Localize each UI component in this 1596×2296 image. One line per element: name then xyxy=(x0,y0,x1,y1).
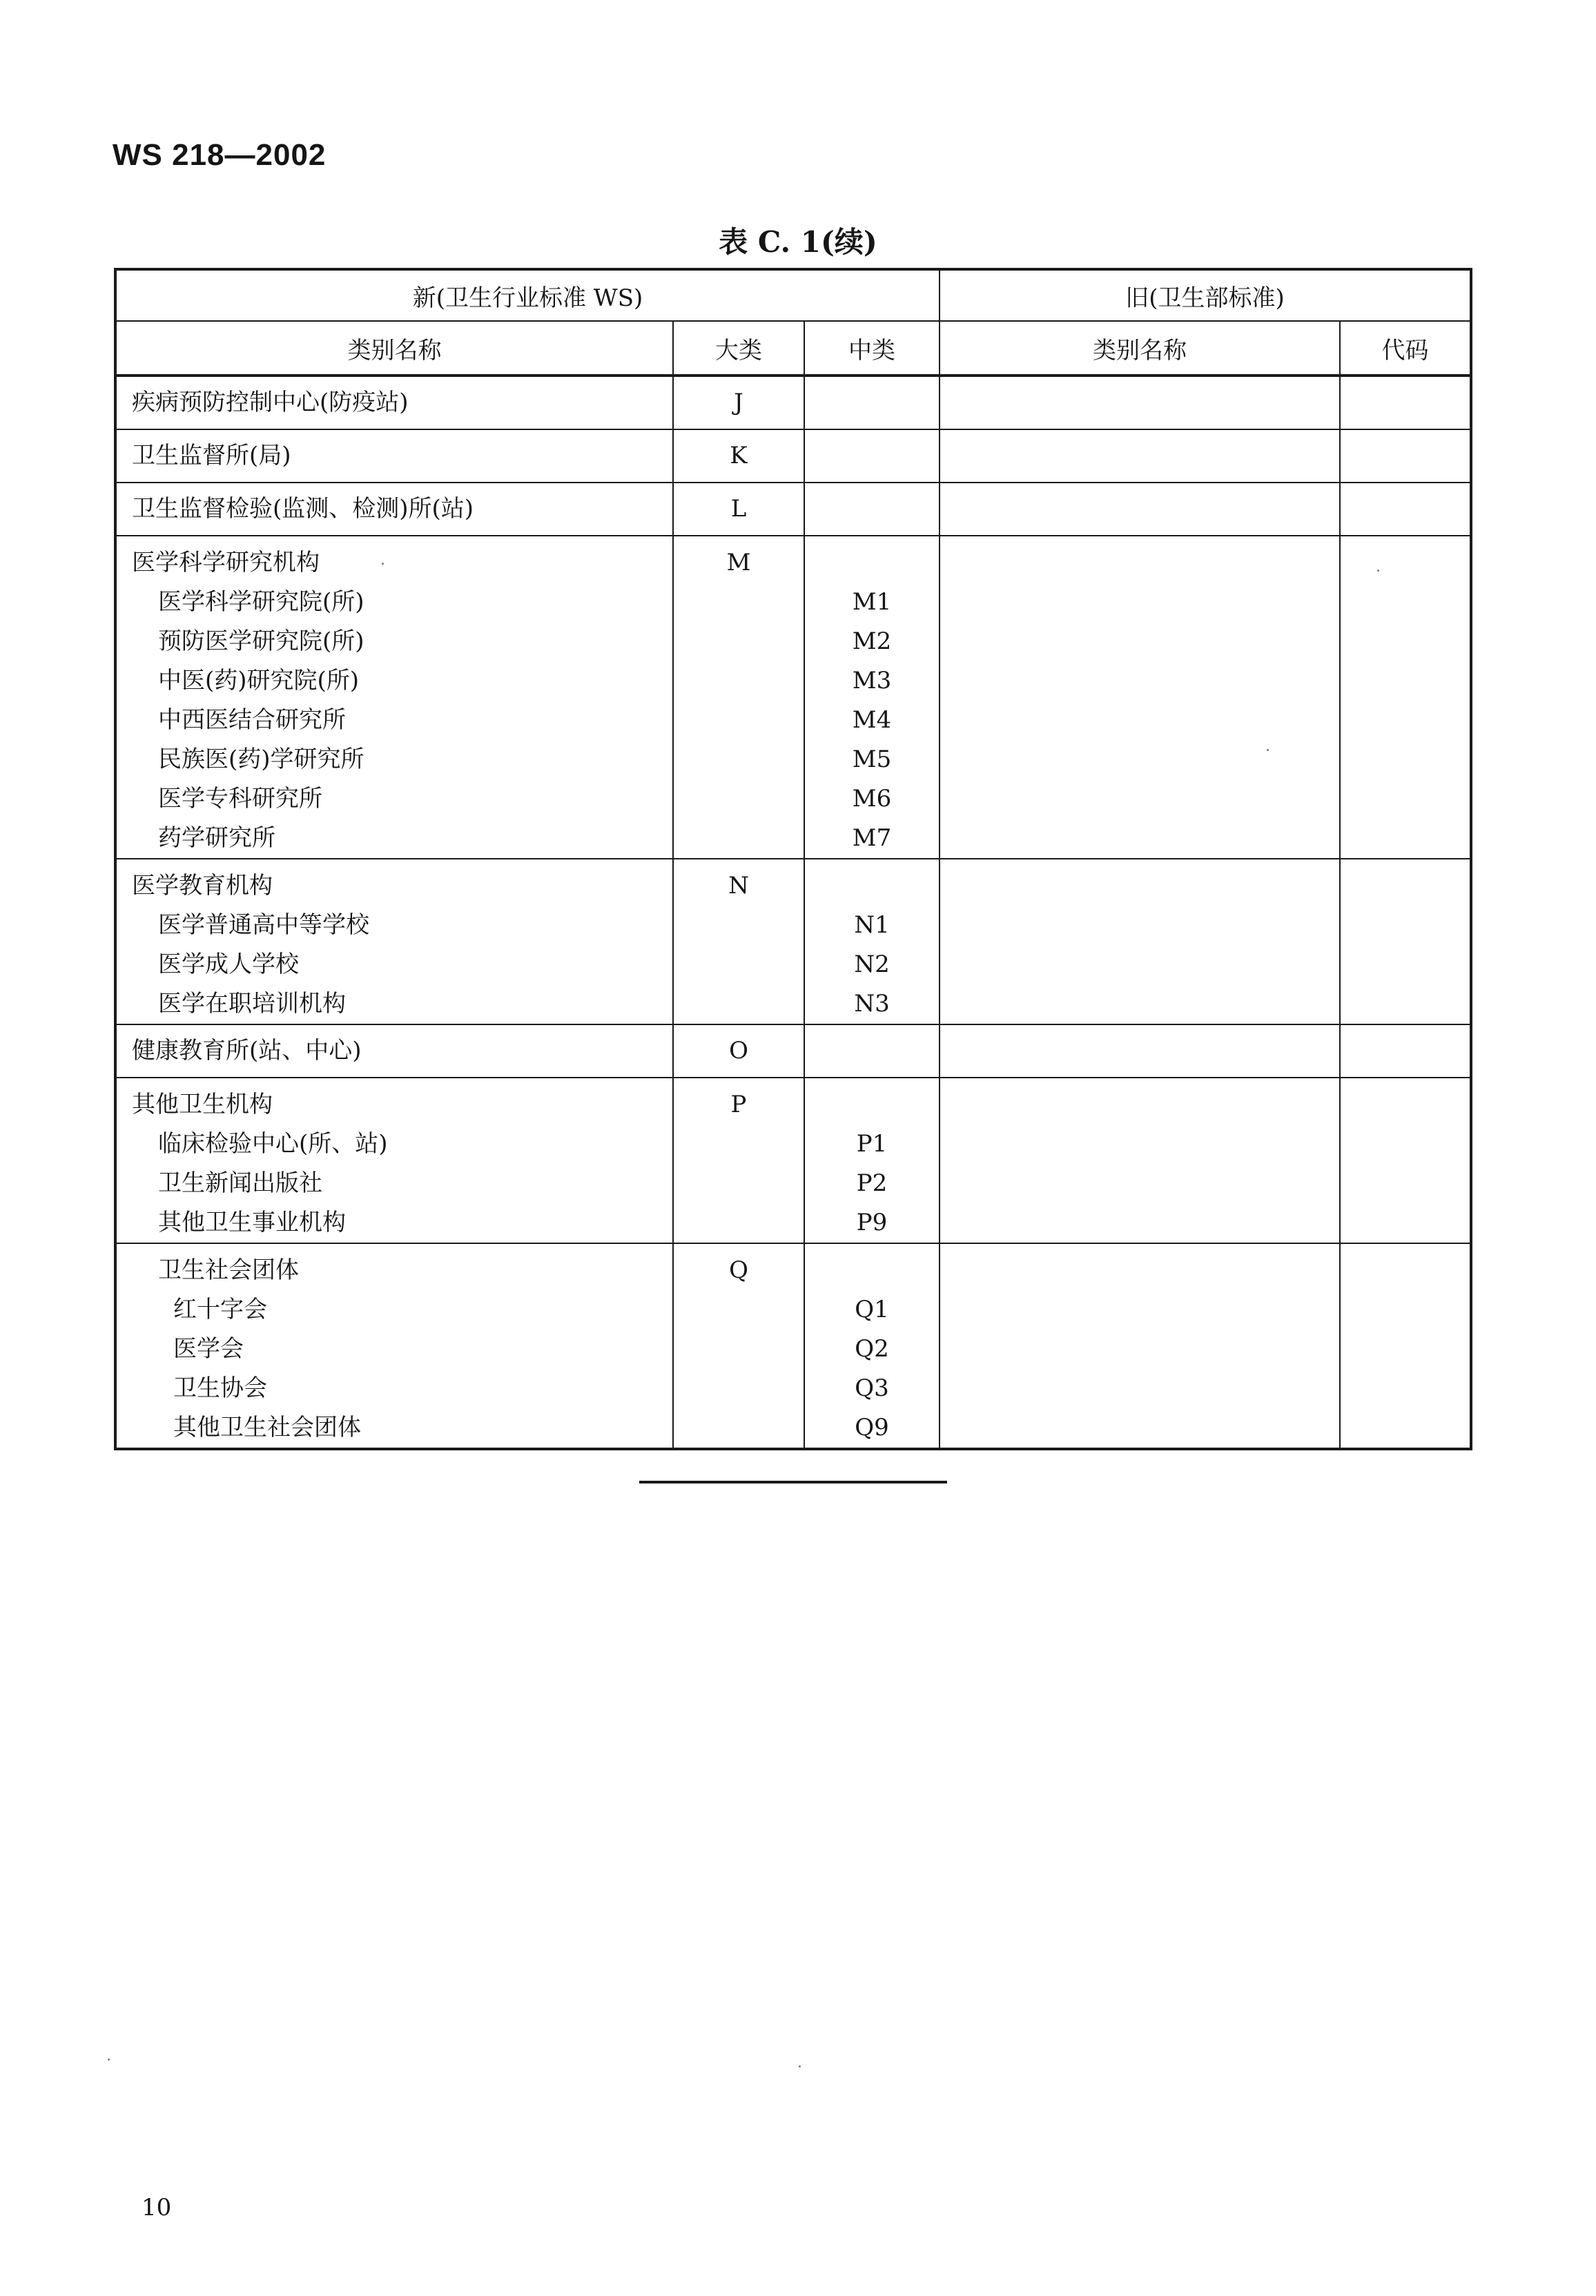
old-code-cell xyxy=(1340,1024,1471,1078)
old-category-name-cell xyxy=(940,1024,1340,1078)
scan-speck xyxy=(1377,570,1379,572)
subcategory-name: 临床检验中心(所、站) xyxy=(158,1130,388,1158)
mid-class-code: M3 xyxy=(852,667,892,694)
table-row xyxy=(115,1243,1471,1449)
mid-class-code: Q1 xyxy=(855,1296,889,1323)
subcategory-name: 医学在职培训机构 xyxy=(158,990,346,1018)
subcategory-name: 中西医结合研究所 xyxy=(158,706,346,734)
column-header-major-class: 大类 xyxy=(673,321,804,376)
column-header-code: 代码 xyxy=(1340,321,1471,376)
subcategory-name: 医学专科研究所 xyxy=(158,785,322,813)
subcategory-name: 民族医(药)学研究所 xyxy=(158,746,364,773)
category-name-cell xyxy=(115,1243,673,1449)
mid-class-cell xyxy=(804,1024,940,1078)
mid-class-cell xyxy=(804,483,940,536)
mid-class-code: M2 xyxy=(852,627,892,655)
major-class-code: J xyxy=(734,389,743,416)
table-row xyxy=(115,859,1471,1024)
old-category-name-cell xyxy=(940,859,1340,1024)
subcategory-name: 红十字会 xyxy=(173,1296,267,1323)
category-name-cell xyxy=(115,429,673,483)
major-class-code: M xyxy=(726,549,751,576)
mid-class-cell xyxy=(804,1078,940,1243)
major-class-cell xyxy=(673,1024,804,1078)
old-category-name-cell xyxy=(940,429,1340,483)
subcategory-name: 中医(药)研究院(所) xyxy=(158,667,360,694)
mid-class-code: N1 xyxy=(854,911,890,939)
category-name: 健康教育所(站、中心) xyxy=(132,1037,362,1064)
old-category-name-cell xyxy=(940,483,1340,536)
table-row xyxy=(115,376,1471,429)
end-of-document-rule xyxy=(639,1481,947,1483)
subcategory-name: 医学普通高中等学校 xyxy=(158,911,369,939)
mid-class-cell xyxy=(804,1243,940,1449)
mid-class-code: M4 xyxy=(852,706,892,734)
major-class-cell xyxy=(673,536,804,859)
major-class-code: L xyxy=(730,495,747,523)
category-name-cell xyxy=(115,1024,673,1078)
table-row xyxy=(115,429,1471,483)
major-class-cell xyxy=(673,859,804,1024)
major-class-cell xyxy=(673,1243,804,1449)
column-header-category-name: 类别名称 xyxy=(115,321,673,376)
page-number: 10 xyxy=(142,2194,172,2221)
old-category-name-cell xyxy=(940,536,1340,859)
mid-class-cell xyxy=(804,859,940,1024)
major-class-code: Q xyxy=(729,1256,748,1284)
mid-class-code: N2 xyxy=(854,951,890,978)
mid-class-code: M6 xyxy=(852,785,892,813)
mid-class-code: M5 xyxy=(852,746,892,773)
subcategory-name: 医学科学研究院(所) xyxy=(158,588,364,616)
category-name: 疾病预防控制中心(防疫站) xyxy=(132,389,409,416)
major-class-cell xyxy=(673,429,804,483)
scan-speck xyxy=(1267,749,1269,751)
major-class-cell xyxy=(673,376,804,429)
table-row xyxy=(115,1024,1471,1078)
mid-class-code: Q9 xyxy=(855,1414,889,1441)
scan-speck xyxy=(382,563,384,565)
category-name: 卫生监督检验(监测、检测)所(站) xyxy=(132,495,474,523)
mid-class-code: P2 xyxy=(856,1169,888,1197)
table-row xyxy=(115,483,1471,536)
mid-class-cell xyxy=(804,429,940,483)
scan-speck xyxy=(108,2059,110,2061)
mid-class-code: M7 xyxy=(852,824,892,852)
old-code-cell xyxy=(1340,1078,1471,1243)
column-header-old-category-name: 类别名称 xyxy=(940,321,1340,376)
mid-class-code: M1 xyxy=(852,588,892,616)
mid-class-code: P9 xyxy=(856,1209,888,1236)
category-name-cell xyxy=(115,1078,673,1243)
major-class-cell xyxy=(673,1078,804,1243)
table-body xyxy=(115,376,1471,1449)
classification-table xyxy=(114,268,1472,1450)
mid-class-cell xyxy=(804,376,940,429)
header-new-standard: 新(卫生行业标准 WS) xyxy=(115,269,940,321)
old-code-cell xyxy=(1340,536,1471,859)
subcategory-name: 药学研究所 xyxy=(158,824,275,852)
subcategory-name: 其他卫生社会团体 xyxy=(173,1414,361,1441)
subcategory-name: 卫生新闻出版社 xyxy=(158,1169,322,1197)
table-caption: 表 C. 1(续) xyxy=(719,225,877,259)
mid-class-cell xyxy=(804,536,940,859)
old-code-cell xyxy=(1340,859,1471,1024)
table-row xyxy=(115,536,1471,859)
old-category-name-cell xyxy=(940,1078,1340,1243)
old-category-name-cell xyxy=(940,1243,1340,1449)
category-name-cell xyxy=(115,483,673,536)
category-name: 其他卫生机构 xyxy=(132,1091,273,1118)
category-name: 医学科学研究机构 xyxy=(132,549,320,576)
subcategory-name: 医学会 xyxy=(173,1335,244,1363)
category-name-cell xyxy=(115,536,673,859)
major-class-cell xyxy=(673,483,804,536)
table-row xyxy=(115,1078,1471,1243)
category-name-cell xyxy=(115,859,673,1024)
subcategory-name: 卫生协会 xyxy=(173,1374,267,1402)
column-header-mid-class: 中类 xyxy=(804,321,940,376)
mid-class-code: Q3 xyxy=(855,1374,889,1402)
scan-speck xyxy=(799,2065,801,2068)
old-code-cell xyxy=(1340,429,1471,483)
category-name: 卫生社会团体 xyxy=(158,1256,299,1284)
mid-class-code: P1 xyxy=(856,1130,888,1158)
old-category-name-cell xyxy=(940,376,1340,429)
subcategory-name: 其他卫生事业机构 xyxy=(158,1209,346,1236)
old-code-cell xyxy=(1340,1243,1471,1449)
major-class-code: P xyxy=(730,1091,747,1118)
category-name: 卫生监督所(局) xyxy=(132,442,291,469)
old-code-cell xyxy=(1340,376,1471,429)
old-code-cell xyxy=(1340,483,1471,536)
category-name-cell xyxy=(115,376,673,429)
mid-class-code: Q2 xyxy=(855,1335,889,1363)
subcategory-name: 预防医学研究院(所) xyxy=(158,627,364,655)
header-old-standard: 旧(卫生部标准) xyxy=(940,269,1471,321)
subcategory-name: 医学成人学校 xyxy=(158,951,299,978)
mid-class-code: N3 xyxy=(854,990,890,1018)
major-class-code: O xyxy=(729,1037,748,1064)
major-class-code: K xyxy=(730,442,748,469)
major-class-code: N xyxy=(728,872,749,899)
document-id: WS 218—2002 xyxy=(113,138,327,172)
category-name: 医学教育机构 xyxy=(132,872,273,899)
